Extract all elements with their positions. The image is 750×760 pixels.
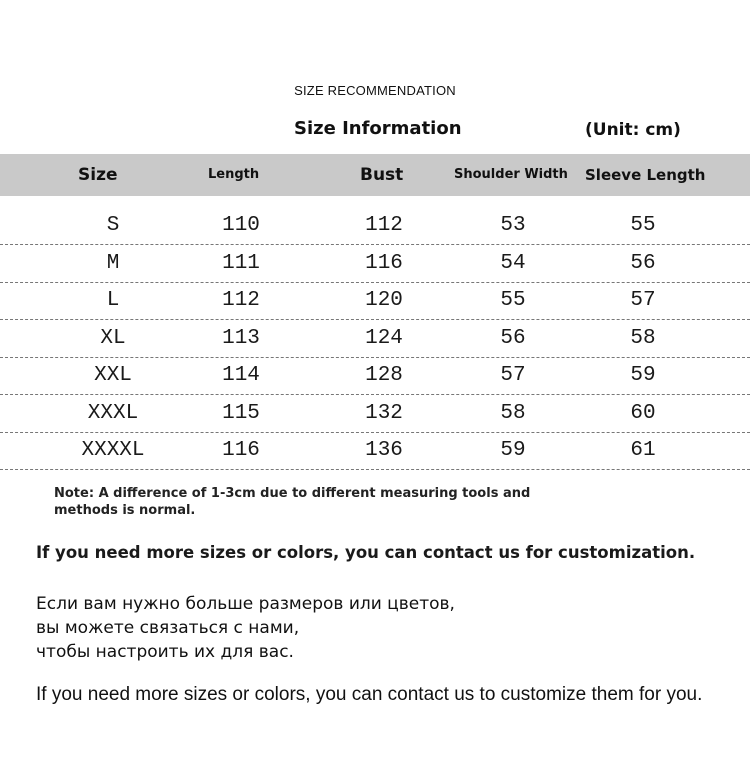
size-cell: S	[106, 214, 120, 237]
length-cell: 113	[222, 327, 260, 350]
size-cell: XL	[100, 327, 126, 350]
size-cell: XXL	[94, 364, 132, 387]
customization-notice-english-alt: If you need more sizes or colors, you can contact us to customize them for you.	[36, 684, 703, 705]
bust-cell: 116	[365, 252, 403, 275]
bust-cell: 136	[365, 439, 403, 462]
russian-line: Если вам нужно больше размеров или цветов,	[36, 594, 455, 614]
shoulder-width-cell: 56	[500, 327, 526, 350]
bust-cell: 112	[365, 214, 403, 237]
column-header-size: Size	[78, 165, 118, 185]
customization-notice-russian	[36, 592, 455, 664]
column-header-sleeve-length: Sleeve Length	[585, 166, 706, 184]
table-row	[0, 432, 750, 470]
size-cell: L	[106, 289, 120, 312]
table-row	[0, 245, 750, 283]
length-cell: 114	[222, 364, 260, 387]
sleeve-length-cell: 56	[630, 252, 656, 275]
length-cell: 110	[222, 214, 260, 237]
table-row	[0, 357, 750, 395]
bust-cell: 120	[365, 289, 403, 312]
size-information-heading: Size Information	[294, 118, 462, 139]
sleeve-length-cell: 57	[630, 289, 656, 312]
shoulder-width-cell: 53	[500, 214, 526, 237]
bust-cell: 124	[365, 327, 403, 350]
shoulder-width-cell: 58	[500, 402, 526, 425]
sleeve-length-cell: 60	[630, 402, 656, 425]
measurement-note: Note: A difference of 1-3cm due to different measuring tools and methods is normal.	[54, 486, 531, 518]
sleeve-length-cell: 59	[630, 364, 656, 387]
column-header-shoulder-width: Shoulder Width	[454, 167, 568, 182]
russian-line: вы можете связаться с нами,	[36, 618, 300, 638]
shoulder-width-cell: 57	[500, 364, 526, 387]
column-header-bust: Bust	[360, 165, 404, 185]
customization-notice-english: If you need more sizes or colors, you can contact us for customization.	[36, 543, 696, 562]
shoulder-width-cell: 54	[500, 252, 526, 275]
length-cell: 111	[222, 252, 260, 275]
shoulder-width-cell: 55	[500, 289, 526, 312]
bust-cell: 128	[365, 364, 403, 387]
sleeve-length-cell: 58	[630, 327, 656, 350]
sleeve-length-cell: 55	[630, 214, 656, 237]
bust-cell: 132	[365, 402, 403, 425]
size-recommendation-title: SIZE RECOMMENDATION	[294, 83, 456, 98]
table-row	[0, 207, 750, 245]
table-row	[0, 282, 750, 320]
table-row	[0, 395, 750, 433]
size-cell: M	[106, 252, 120, 275]
russian-line: чтобы настроить их для вас.	[36, 642, 294, 662]
column-header-length: Length	[208, 167, 260, 182]
sleeve-length-cell: 61	[630, 439, 656, 462]
size-cell: XXXXL	[81, 439, 145, 462]
shoulder-width-cell: 59	[500, 439, 526, 462]
length-cell: 112	[222, 289, 260, 312]
table-header	[0, 154, 750, 196]
size-cell: XXXL	[87, 402, 139, 425]
unit-label: (Unit: cm)	[585, 120, 681, 140]
length-cell: 115	[222, 402, 260, 425]
length-cell: 116	[222, 439, 260, 462]
table-row	[0, 320, 750, 358]
